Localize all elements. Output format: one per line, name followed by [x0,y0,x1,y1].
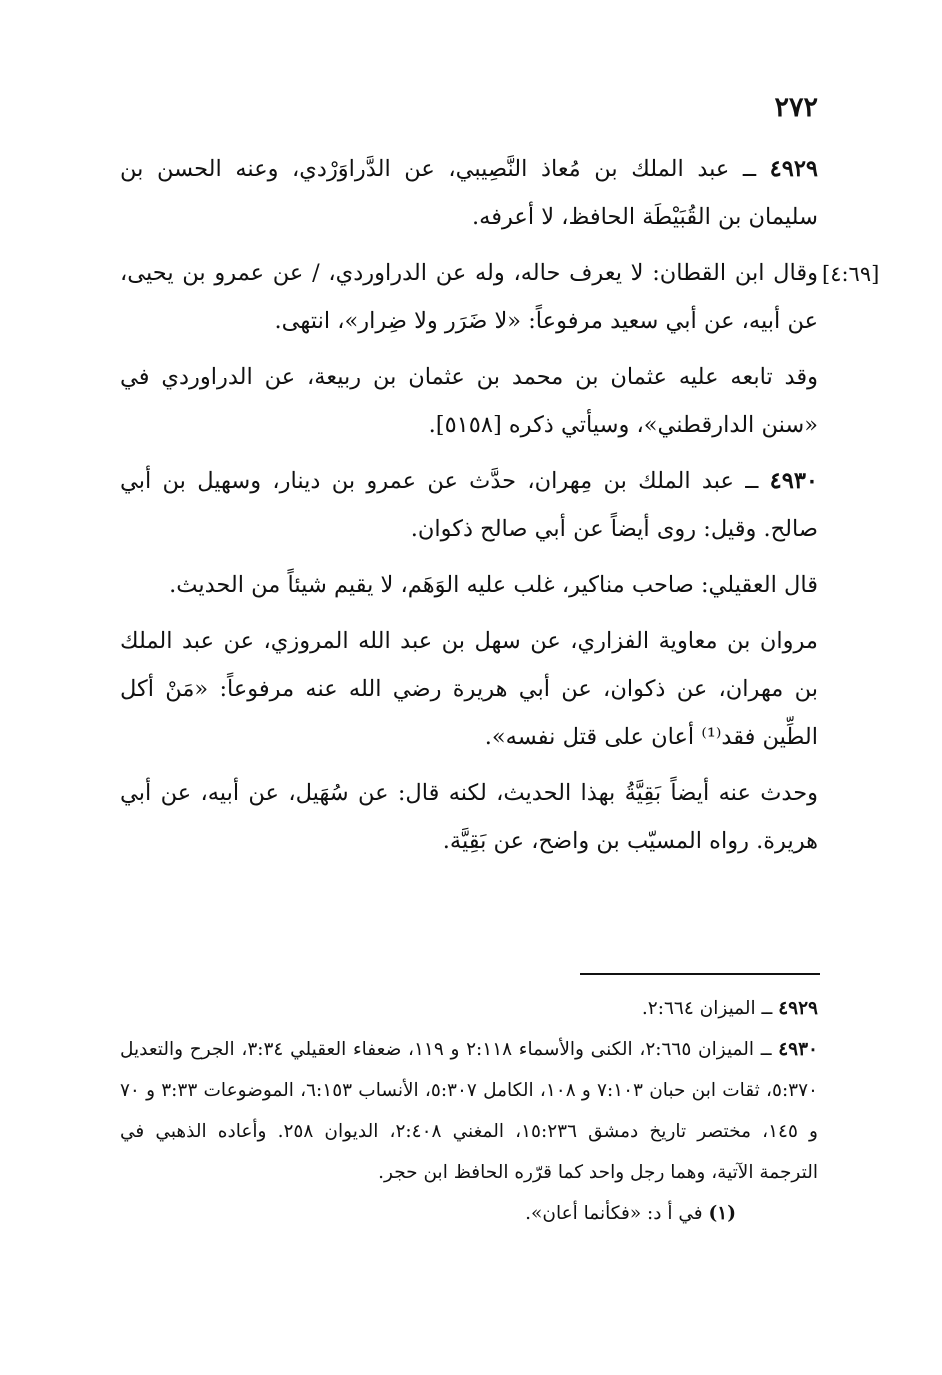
paragraph [120,353,818,449]
main-text [120,145,818,873]
paragraph [120,769,818,865]
entry-number: ٤٩٢٩ [769,156,818,182]
paragraph-entry-4929 [120,145,818,241]
paragraph [120,617,818,761]
paragraph-text: وقد تابعه عليه عثمان بن محمد بن عثمان بن ربيعة، عن الدراوردي في «سنن الدارقطني»، وسيأتي ذكره [٥١٥٨]. [120,364,818,438]
footnote-text: في أ د: «فكأنما أعان». [525,1203,709,1224]
paragraph [120,249,818,345]
footnote [120,1193,818,1234]
paragraph-entry-4930 [120,457,818,553]
entry-number: ٤٩٣٠ [769,468,818,494]
footnote-text: ــ الميزان ٢:٦٦٤. [641,998,779,1019]
paragraph [120,561,818,609]
margin-reference: [٤:٦٩] [822,262,880,286]
footnote-text: ــ الميزان ٢:٦٦٥، الكنى والأسماء ٢:١١٨ و ١١٩، ضعفاء العقيلي ٣:٣٤، الجرح والتعديل ٥:٣٧٠، ثقات ابن حبان ٧:١٠٣ و ١٠٨، الكامل ٥:٣٠٧، الأنساب ٦:١٥٣، الموضوعات ٣:٣٣ و ٧٠ و ١٤٥، مختصر تاريخ دمشق ١٥:٢٣٦، المغني ٢:٤٠٨، الديوان ٢٥٨. وأعاده الذهبي في الترجمة الآتية، وهما رجل واحد كما قرّره الحافظ ابن حجر. [120,1039,818,1183]
footnote [120,988,818,1029]
footnote-number: ٤٩٣٠ [778,1039,818,1060]
paragraph-text: وحدث عنه أيضاً بَقِيَّةُ بهذا الحديث، لكنه قال: عن سُهَيل، عن أبيه، عن أبي هريرة. رواه المسيّب بن واضح، عن بَقِيَّة. [120,780,818,854]
paragraph-text: وقال ابن القطان: لا يعرف حاله، وله عن الدراوردي، / عن عمرو بن يحيى، عن أبيه، عن أبي سعيد مرفوعاً: «لا ضَرَر ولا ضِرار»، انتهى. [120,260,818,334]
paragraph-text: قال العقيلي: صاحب مناكير، غلب عليه الوَهَم، لا يقيم شيئاً من الحديث. [169,572,818,598]
footnote [120,1029,818,1193]
paragraph-text: ــ عبد الملك بن مُعاذ النَّصِيبي، عن الدَّراوَرْدي، وعنه الحسن بن سليمان بن القُبَيْطَة الحافظ، لا أعرفه. [120,156,818,230]
footnote-number: (١) [708,1203,736,1224]
footnote-divider [580,973,820,975]
paragraph-text: مروان بن معاوية الفزاري، عن سهل بن عبد الله المروزي، عن عبد الملك بن مهران، عن ذكوان، عن أبي هريرة رضي الله عنه مرفوعاً: «مَنْ أكل الطِّين فقد⁽¹⁾ أعان على قتل نفسه». [120,628,818,750]
paragraph-text: ــ عبد الملك بن مِهران، حدَّث عن عمرو بن دينار، وسهيل بن أبي صالح. وقيل: روى أيضاً عن أبي صالح ذكوان. [120,468,818,542]
footnote-number: ٤٩٢٩ [778,998,818,1019]
footnotes [120,988,818,1234]
page-number: ٢٧٢ [774,92,818,123]
